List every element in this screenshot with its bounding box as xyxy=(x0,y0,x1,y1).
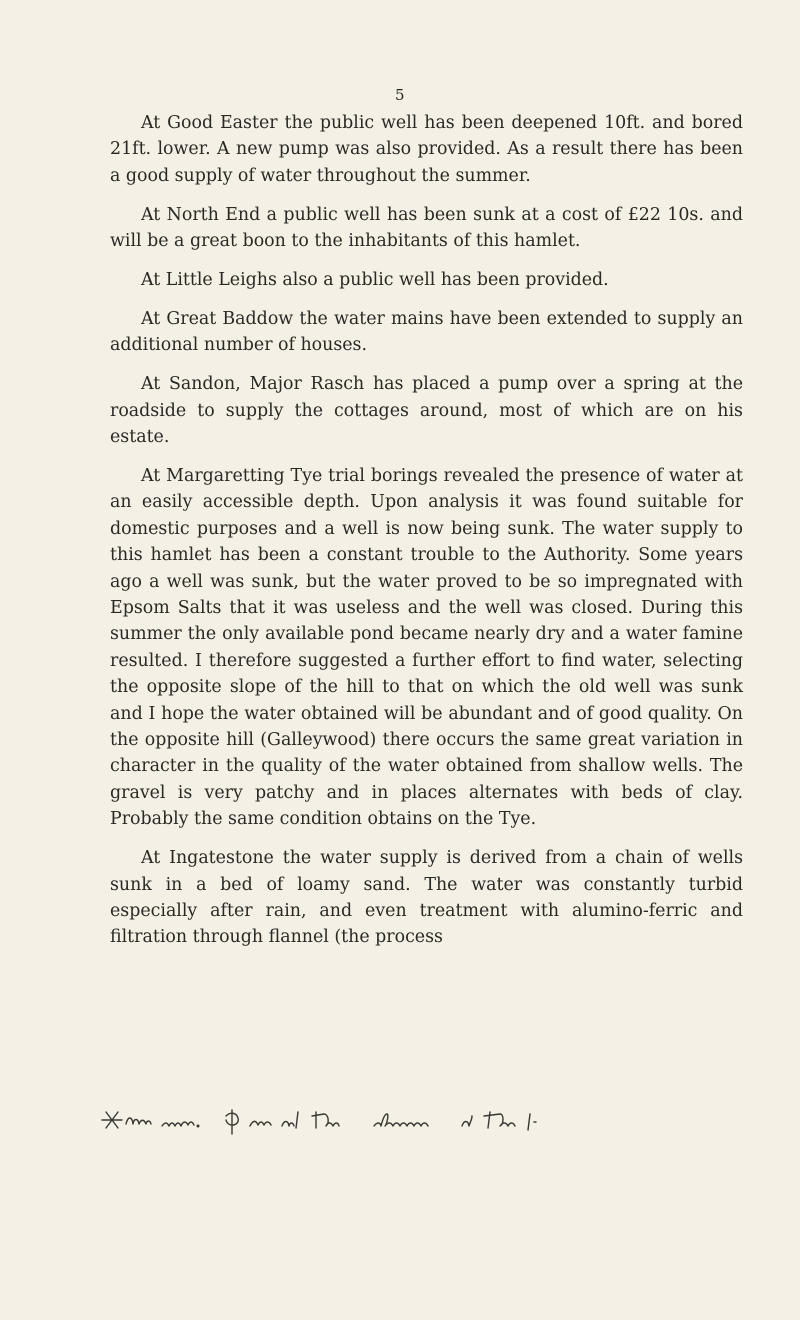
handwriting-scribble-icon xyxy=(112,1102,772,1142)
paragraph-margaretting-tye: At Margaretting Tye trial borings revealed the presence of water at an easily accessible depth. Upon analysis it was found suitable for domestic purposes and a well is now being sunk. The water supply to this hamlet has been a constant trouble to the Authority. Some years ago a well was sunk, but the water proved to be so impregnated with Epsom Salts that it was useless and the well was closed. During this summer the only available pond became nearly dry and a water famine resulted. I therefore suggested a further effort to find water, selecting the opposite slope of the hill to that on which the old well was sunk and I hope the water obtained will be abundant and of good quality. On the opposite hill (Galleywood) there occurs the same great variation in character in the quality of the water obtained from shallow wells. The gravel is very patchy and in places alternates with beds of clay. Probably the same condition obtains on the Tye. xyxy=(110,465,743,830)
paragraph-sandon: At Sandon, Major Rasch has placed a pump over a spring at the roadside to supply the cottages around, most of which are on his estate. xyxy=(110,374,743,448)
handwritten-annotation xyxy=(112,1102,772,1142)
paragraph-ingatestone: At Ingatestone the water supply is derived from a chain of wells sunk in a bed of loamy sand. The water was constantly turbid especially after rain, and even treatment with alumino-ferric and filtration through flannel (the process xyxy=(110,848,743,948)
paragraph-little-leighs: At Little Leighs also a public well has been provided. xyxy=(141,270,609,291)
paragraph-good-easter: At Good Easter the public well has been deepened 10ft. and bored 21ft. lower. A new pump was also provided. As a result there has been a good supply of water throughout the summer. xyxy=(110,113,743,186)
paragraph-north-end: At North End a public well has been sunk at a cost of £22 10s. and will be a great boon to the inhabitants of this hamlet. xyxy=(110,204,743,252)
body-text xyxy=(110,110,743,963)
page-number: 5 xyxy=(394,86,406,104)
paragraph-great-baddow: At Great Baddow the water mains have been extended to supply an additional number of houses. xyxy=(110,308,743,356)
